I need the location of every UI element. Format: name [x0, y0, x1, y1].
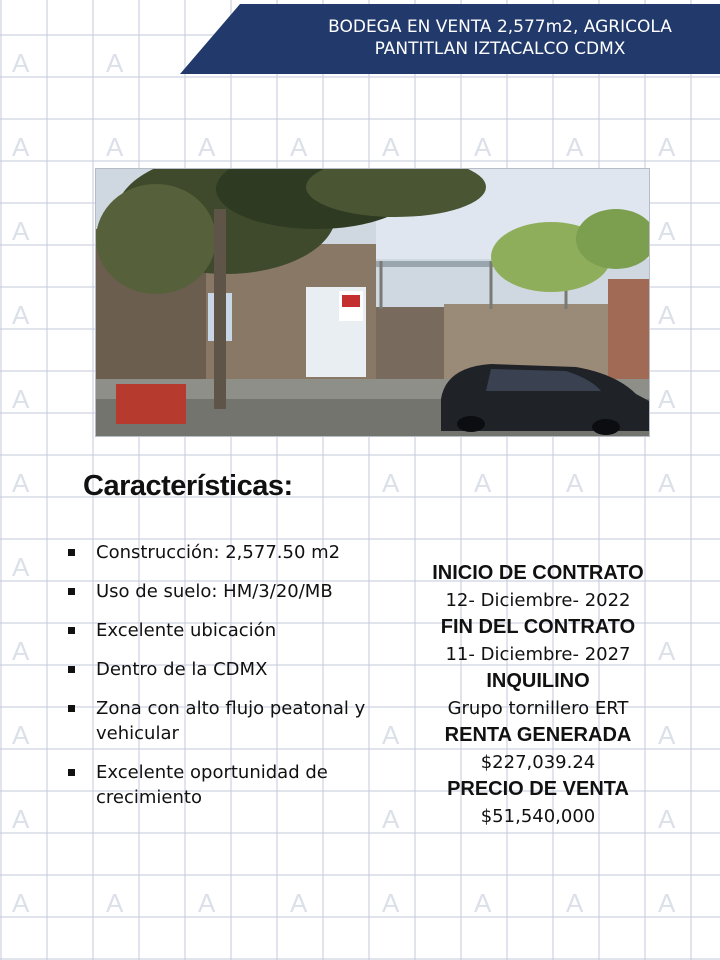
list-item: [64, 657, 394, 682]
list-item: [64, 760, 394, 810]
bullet-icon: [68, 666, 75, 673]
rent-value: $227,039.24: [480, 752, 596, 773]
street-view-image: [96, 169, 649, 436]
watermark-pattern: A A A A A A A A A A A A A A A A A A A A A A A A A A A A A A A A A A A A A A: [12, 48, 676, 918]
page-title: [290, 16, 710, 60]
feature-text: Dentro de la CDMX: [96, 659, 268, 680]
tenant-value: Grupo tornillero ERT: [447, 698, 629, 719]
section-title: Características:: [83, 470, 293, 502]
feature-text: Excelente oportunidad de crecimiento: [96, 762, 328, 808]
bullet-icon: [68, 549, 75, 556]
rent-label: RENTA GENERADA: [444, 724, 632, 746]
feature-list: [64, 540, 394, 824]
list-item: [64, 618, 394, 643]
bullet-icon: [68, 769, 75, 776]
contract-start-label: INICIO DE CONTRATO: [432, 562, 644, 584]
feature-text: Construcción: 2,577.50 m2: [96, 542, 341, 563]
title-line-1: BODEGA EN VENTA 2,577m2, AGRICOLA: [328, 17, 672, 37]
list-item: [64, 579, 394, 604]
bullet-icon: [68, 705, 75, 712]
contract-end-label: FIN DEL CONTRATO: [440, 616, 636, 638]
list-item: [64, 540, 394, 565]
title-line-2: PANTITLAN IZTACALCO CDMX: [374, 39, 626, 59]
feature-text: Zona con alto flujo peatonal y vehicular: [96, 698, 366, 744]
feature-text: Uso de suelo: HM/3/20/MB: [96, 581, 333, 602]
contract-end-value: 11- Diciembre- 2027: [445, 644, 631, 665]
contract-start-value: 12- Diciembre- 2022: [445, 590, 631, 611]
sale-price-value: $51,540,000: [480, 806, 596, 827]
sale-price-label: PRECIO DE VENTA: [447, 778, 629, 800]
list-item: [64, 696, 394, 746]
contract-info: [400, 560, 676, 830]
bullet-icon: [68, 588, 75, 595]
feature-text: Excelente ubicación: [96, 620, 277, 641]
tenant-label: INQUILINO: [486, 670, 590, 692]
property-photo: [95, 168, 650, 437]
bullet-icon: [68, 627, 75, 634]
